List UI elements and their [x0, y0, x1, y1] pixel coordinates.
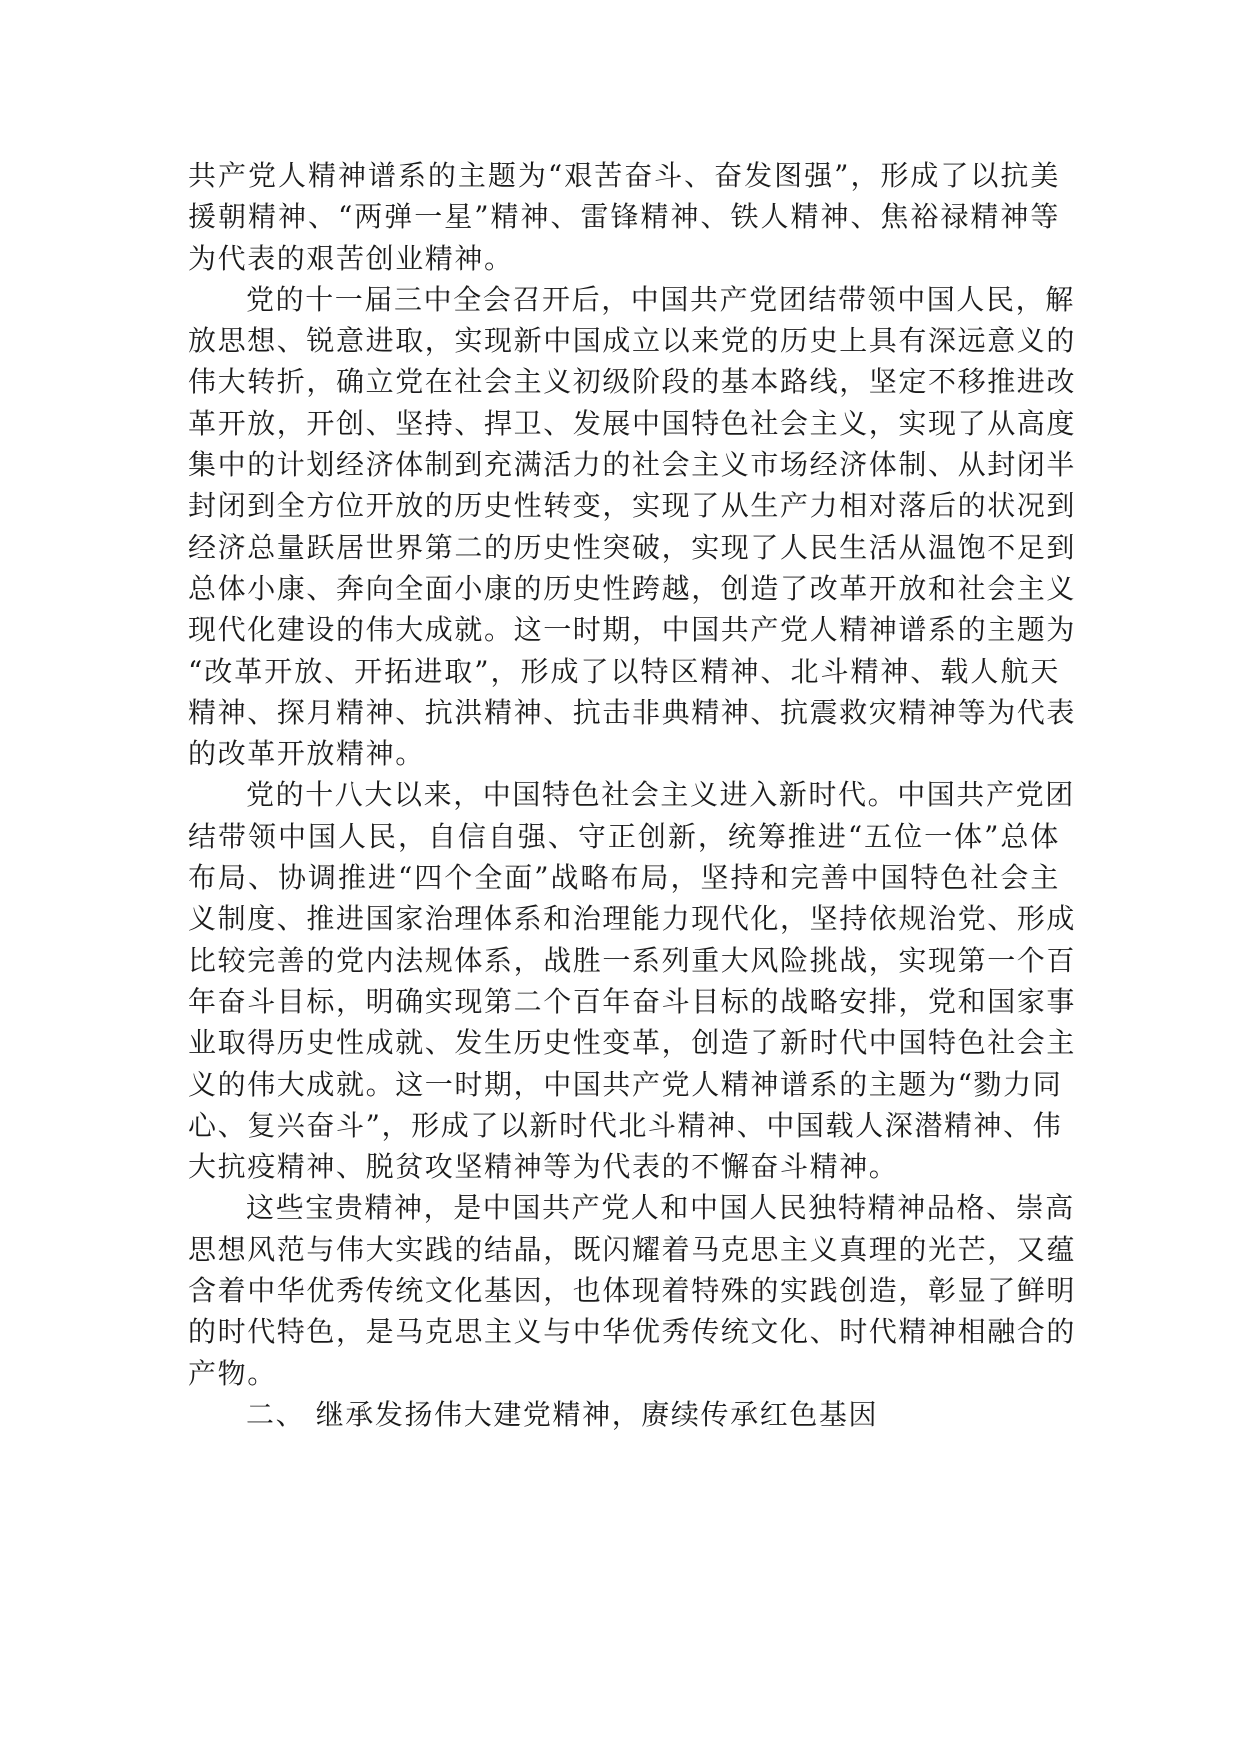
text-line: 义制度、推进国家治理体系和治理能力现代化，坚持依规治党、形成: [188, 902, 1077, 936]
text-line: 结带领中国人民，自信自强、守正创新，统筹推进“五位一体”总体: [188, 819, 1060, 853]
paragraph-4: [188, 1187, 1077, 1393]
text-line: “改革开放、开拓进取”，形成了以特区精神、北斗精神、载人航天: [188, 654, 1060, 688]
text-line: 党的十八大以来，中国特色社会主义进入新时代。中国共产党团: [246, 778, 1075, 812]
text-line: 封闭到全方位开放的历史性转变，实现了从生产力相对落后的状况到: [188, 489, 1077, 523]
text-line: 精神、探月精神、抗洪精神、抗击非典精神、抗震救灾精神等为代表: [188, 695, 1077, 729]
text-line: 大抗疫精神、脱贫攻坚精神等为代表的不懈奋斗精神。: [188, 1150, 899, 1184]
text-line: 伟大转折，确立党在社会主义初级阶段的基本路线，坚定不移推进改: [188, 365, 1077, 399]
text-line: 的改革开放精神。: [188, 737, 425, 771]
text-line: 革开放，开创、坚持、捍卫、发展中国特色社会主义，实现了从高度: [188, 406, 1077, 440]
paragraph-2: [188, 279, 1077, 775]
text-line: 产物。: [188, 1356, 277, 1390]
text-line: 布局、协调推进“四个全面”战略布局，坚持和完善中国特色社会主: [188, 861, 1060, 895]
text-line: 的时代特色，是马克思主义与中华优秀传统文化、时代精神相融合的: [188, 1315, 1077, 1349]
text-line: 这些宝贵精神，是中国共产党人和中国人民独特精神品格、崇高: [246, 1191, 1075, 1225]
text-line: 现代化建设的伟大成就。这一时期，中国共产党人精神谱系的主题为: [188, 613, 1077, 647]
text-line: 共产党人精神谱系的主题为“艰苦奋斗、奋发图强”，形成了以抗美: [188, 159, 1060, 192]
paragraph-1: [188, 155, 1060, 279]
text-line: 义的伟大成就。这一时期，中国共产党人精神谱系的主题为“勠力同: [188, 1067, 1063, 1101]
text-line: 党的十一届三中全会召开后，中国共产党团结带领中国人民，解: [246, 282, 1075, 316]
text-line: 思想风范与伟大实践的结晶，既闪耀着马克思主义真理的光芒，又蕴: [188, 1232, 1077, 1266]
paragraph-3: [188, 774, 1077, 1187]
text-line: 援朝精神、“两弹一星”精神、雷锋精神、铁人精神、焦裕禄精神等: [188, 200, 1060, 234]
text-line: 含着中华优秀传统文化基因，也体现着特殊的实践创造，彰显了鲜明: [188, 1274, 1077, 1308]
text-line: 年奋斗目标，明确实现第二个百年奋斗目标的战略安排，党和国家事: [188, 984, 1077, 1018]
text-line: 总体小康、奔向全面小康的历史性跨越，创造了改革开放和社会主义: [188, 571, 1077, 605]
text-line: 集中的计划经济体制到充满活力的社会主义市场经济体制、从封闭半: [188, 448, 1077, 482]
text-line: 为代表的艰苦创业精神。: [188, 241, 514, 275]
text-line: 心、复兴奋斗”，形成了以新时代北斗精神、中国载人深潜精神、伟: [188, 1108, 1063, 1142]
text-line: 放思想、锐意进取，实现新中国成立以来党的历史上具有深远意义的: [188, 324, 1077, 358]
section-heading: 二、 继承发扬伟大建党精神，赓续传承红色基因: [246, 1397, 879, 1431]
text-line: 比较完善的党内法规体系，战胜一系列重大风险挑战，实现第一个百: [188, 943, 1077, 977]
text-line: 业取得历史性成就、发生历史性变革，创造了新时代中国特色社会主: [188, 1026, 1077, 1060]
text-line: 经济总量跃居世界第二的历史性突破，实现了人民生活从温饱不足到: [188, 530, 1077, 564]
document-body: [188, 155, 1077, 1435]
